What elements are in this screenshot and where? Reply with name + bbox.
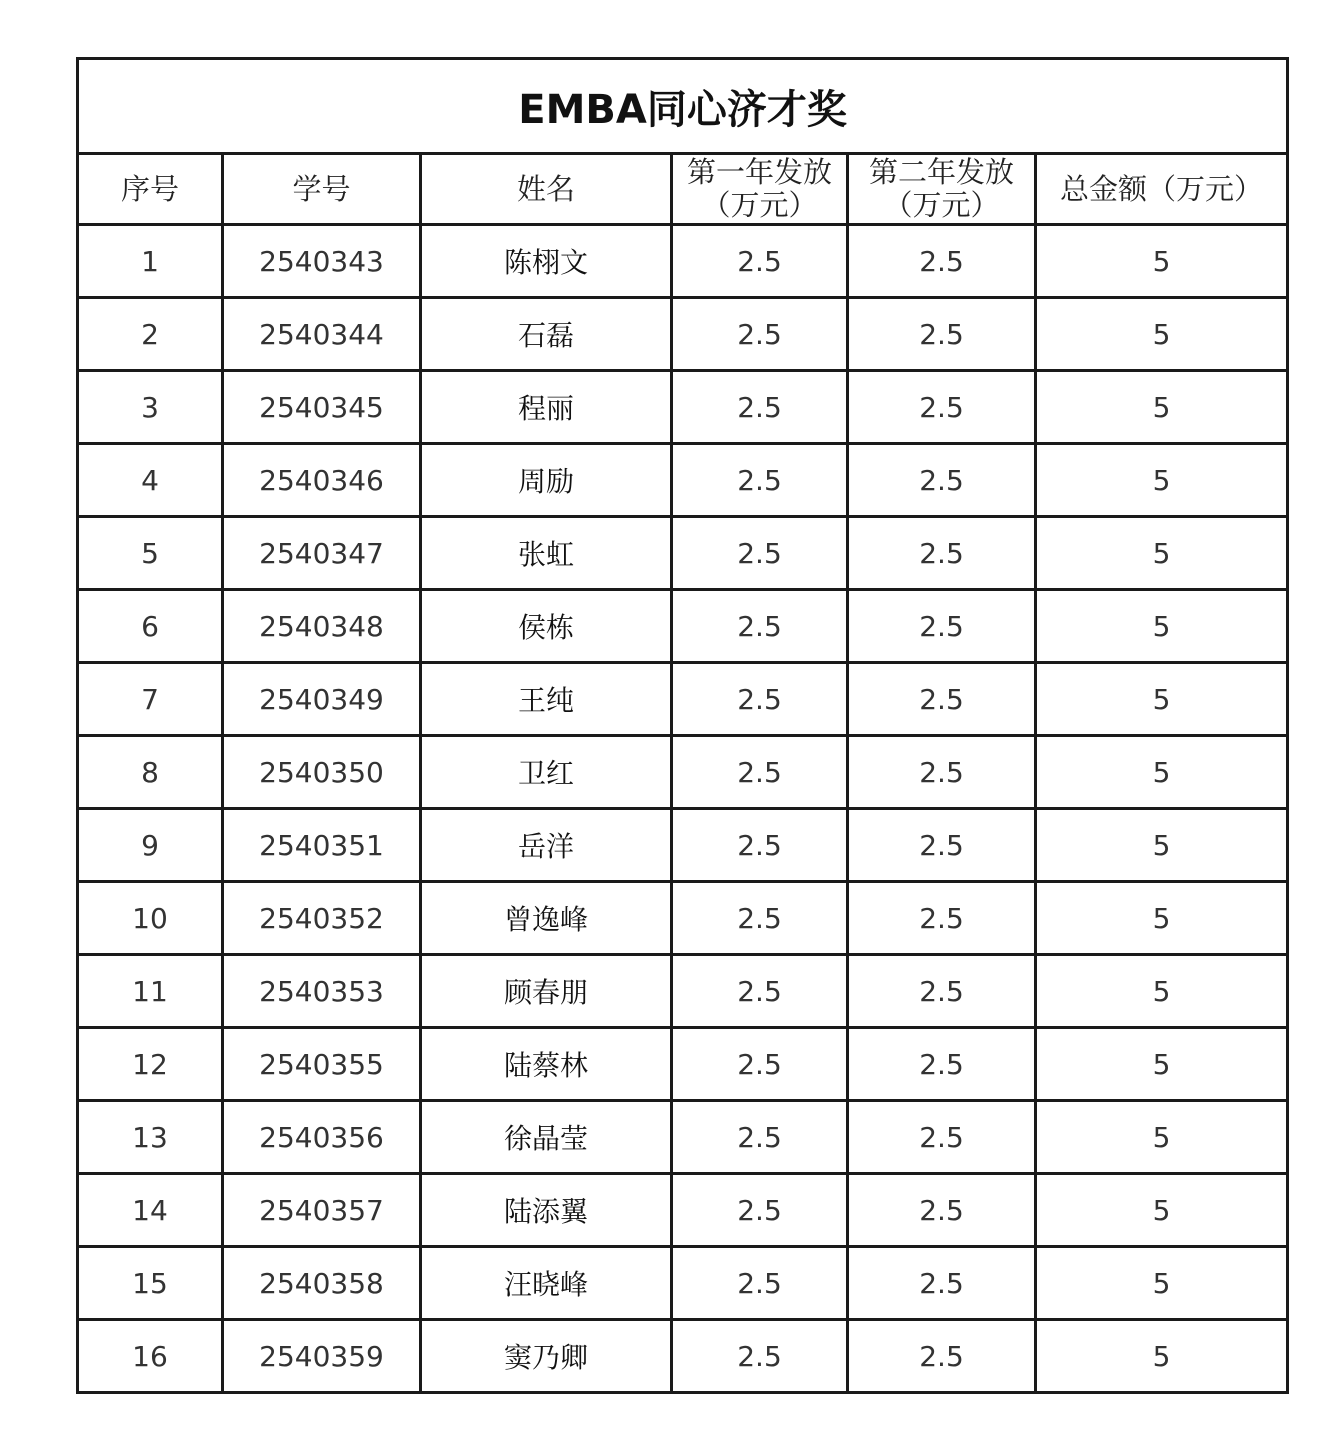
header-year1-line2: （万元） — [701, 188, 818, 222]
name-cell: 王纯 — [421, 663, 672, 736]
year1-amount-cell: 2.5 — [672, 1174, 848, 1247]
year2-amount-cell: 2.5 — [848, 882, 1036, 955]
year1-amount-cell: 2.5 — [672, 1101, 848, 1174]
total-amount-cell: 5 — [1036, 1174, 1288, 1247]
table-row — [78, 590, 1288, 663]
total-amount-cell: 5 — [1036, 882, 1288, 955]
header-year1 — [672, 154, 848, 225]
name-cell: 周励 — [421, 444, 672, 517]
student-id-cell: 2540343 — [223, 225, 421, 298]
year2-amount-cell: 2.5 — [848, 225, 1036, 298]
year2-amount-cell: 2.5 — [848, 1028, 1036, 1101]
year1-amount-cell: 2.5 — [672, 663, 848, 736]
year1-amount-cell: 2.5 — [672, 298, 848, 371]
year1-amount-cell: 2.5 — [672, 1028, 848, 1101]
year1-amount-cell: 2.5 — [672, 590, 848, 663]
year1-amount-cell: 2.5 — [672, 1247, 848, 1320]
name-cell: 石磊 — [421, 298, 672, 371]
seq-cell: 6 — [78, 590, 223, 663]
table-row — [78, 1028, 1288, 1101]
student-id-cell: 2540353 — [223, 955, 421, 1028]
year2-amount-cell: 2.5 — [848, 955, 1036, 1028]
student-id-cell: 2540357 — [223, 1174, 421, 1247]
total-amount-cell: 5 — [1036, 444, 1288, 517]
total-amount-cell: 5 — [1036, 1247, 1288, 1320]
seq-cell: 10 — [78, 882, 223, 955]
table-title: EMBA同心济才奖 — [78, 59, 1288, 154]
name-cell: 陈栩文 — [421, 225, 672, 298]
name-cell: 陆蔡林 — [421, 1028, 672, 1101]
header-row — [78, 154, 1288, 225]
table-row — [78, 882, 1288, 955]
header-year1-line1: 第一年发放 — [686, 155, 832, 189]
year2-amount-cell: 2.5 — [848, 1247, 1036, 1320]
year2-amount-cell: 2.5 — [848, 444, 1036, 517]
total-amount-cell: 5 — [1036, 371, 1288, 444]
header-year2-line2: （万元） — [883, 188, 1000, 222]
header-total: 总金额（万元） — [1036, 154, 1288, 225]
year2-amount-cell: 2.5 — [848, 298, 1036, 371]
year1-amount-cell: 2.5 — [672, 517, 848, 590]
year2-amount-cell: 2.5 — [848, 1320, 1036, 1393]
total-amount-cell: 5 — [1036, 663, 1288, 736]
name-cell: 张虹 — [421, 517, 672, 590]
total-amount-cell: 5 — [1036, 1320, 1288, 1393]
seq-cell: 12 — [78, 1028, 223, 1101]
total-amount-cell: 5 — [1036, 1101, 1288, 1174]
seq-cell: 8 — [78, 736, 223, 809]
student-id-cell: 2540349 — [223, 663, 421, 736]
award-table — [76, 57, 1289, 1394]
student-id-cell: 2540350 — [223, 736, 421, 809]
student-id-cell: 2540358 — [223, 1247, 421, 1320]
table-row — [78, 955, 1288, 1028]
total-amount-cell: 5 — [1036, 1028, 1288, 1101]
year2-amount-cell: 2.5 — [848, 1174, 1036, 1247]
table-row — [78, 663, 1288, 736]
year2-amount-cell: 2.5 — [848, 809, 1036, 882]
header-seq: 序号 — [78, 154, 223, 225]
year2-amount-cell: 2.5 — [848, 517, 1036, 590]
student-id-cell: 2540347 — [223, 517, 421, 590]
name-cell: 曾逸峰 — [421, 882, 672, 955]
seq-cell: 11 — [78, 955, 223, 1028]
seq-cell: 1 — [78, 225, 223, 298]
student-id-cell: 2540356 — [223, 1101, 421, 1174]
seq-cell: 15 — [78, 1247, 223, 1320]
student-id-cell: 2540351 — [223, 809, 421, 882]
year2-amount-cell: 2.5 — [848, 371, 1036, 444]
table-row — [78, 809, 1288, 882]
year1-amount-cell: 2.5 — [672, 1320, 848, 1393]
table-body — [78, 225, 1288, 1393]
name-cell: 侯栋 — [421, 590, 672, 663]
table-row — [78, 225, 1288, 298]
total-amount-cell: 5 — [1036, 736, 1288, 809]
header-student-id: 学号 — [223, 154, 421, 225]
header-name: 姓名 — [421, 154, 672, 225]
total-amount-cell: 5 — [1036, 590, 1288, 663]
table-row — [78, 1101, 1288, 1174]
table-row — [78, 1247, 1288, 1320]
seq-cell: 14 — [78, 1174, 223, 1247]
seq-cell: 3 — [78, 371, 223, 444]
student-id-cell: 2540344 — [223, 298, 421, 371]
seq-cell: 13 — [78, 1101, 223, 1174]
year1-amount-cell: 2.5 — [672, 882, 848, 955]
year1-amount-cell: 2.5 — [672, 444, 848, 517]
total-amount-cell: 5 — [1036, 809, 1288, 882]
total-amount-cell: 5 — [1036, 298, 1288, 371]
name-cell: 程丽 — [421, 371, 672, 444]
year2-amount-cell: 2.5 — [848, 590, 1036, 663]
name-cell: 卫红 — [421, 736, 672, 809]
name-cell: 窦乃卿 — [421, 1320, 672, 1393]
student-id-cell: 2540345 — [223, 371, 421, 444]
year1-amount-cell: 2.5 — [672, 809, 848, 882]
seq-cell: 16 — [78, 1320, 223, 1393]
seq-cell: 7 — [78, 663, 223, 736]
seq-cell: 9 — [78, 809, 223, 882]
total-amount-cell: 5 — [1036, 225, 1288, 298]
year1-amount-cell: 2.5 — [672, 955, 848, 1028]
header-year2 — [848, 154, 1036, 225]
table-row — [78, 444, 1288, 517]
student-id-cell: 2540355 — [223, 1028, 421, 1101]
seq-cell: 4 — [78, 444, 223, 517]
year2-amount-cell: 2.5 — [848, 1101, 1036, 1174]
name-cell: 顾春朋 — [421, 955, 672, 1028]
year1-amount-cell: 2.5 — [672, 736, 848, 809]
table-row — [78, 736, 1288, 809]
table-row — [78, 298, 1288, 371]
student-id-cell: 2540359 — [223, 1320, 421, 1393]
student-id-cell: 2540352 — [223, 882, 421, 955]
table-row — [78, 1174, 1288, 1247]
header-year2-line1: 第二年发放 — [868, 155, 1014, 189]
year1-amount-cell: 2.5 — [672, 371, 848, 444]
table-row — [78, 517, 1288, 590]
seq-cell: 2 — [78, 298, 223, 371]
name-cell: 陆添翼 — [421, 1174, 672, 1247]
student-id-cell: 2540348 — [223, 590, 421, 663]
year2-amount-cell: 2.5 — [848, 736, 1036, 809]
year2-amount-cell: 2.5 — [848, 663, 1036, 736]
name-cell: 岳洋 — [421, 809, 672, 882]
seq-cell: 5 — [78, 517, 223, 590]
name-cell: 汪晓峰 — [421, 1247, 672, 1320]
total-amount-cell: 5 — [1036, 955, 1288, 1028]
table-row — [78, 1320, 1288, 1393]
student-id-cell: 2540346 — [223, 444, 421, 517]
title-row — [78, 59, 1288, 154]
table-row — [78, 371, 1288, 444]
total-amount-cell: 5 — [1036, 517, 1288, 590]
name-cell: 徐晶莹 — [421, 1101, 672, 1174]
year1-amount-cell: 2.5 — [672, 225, 848, 298]
